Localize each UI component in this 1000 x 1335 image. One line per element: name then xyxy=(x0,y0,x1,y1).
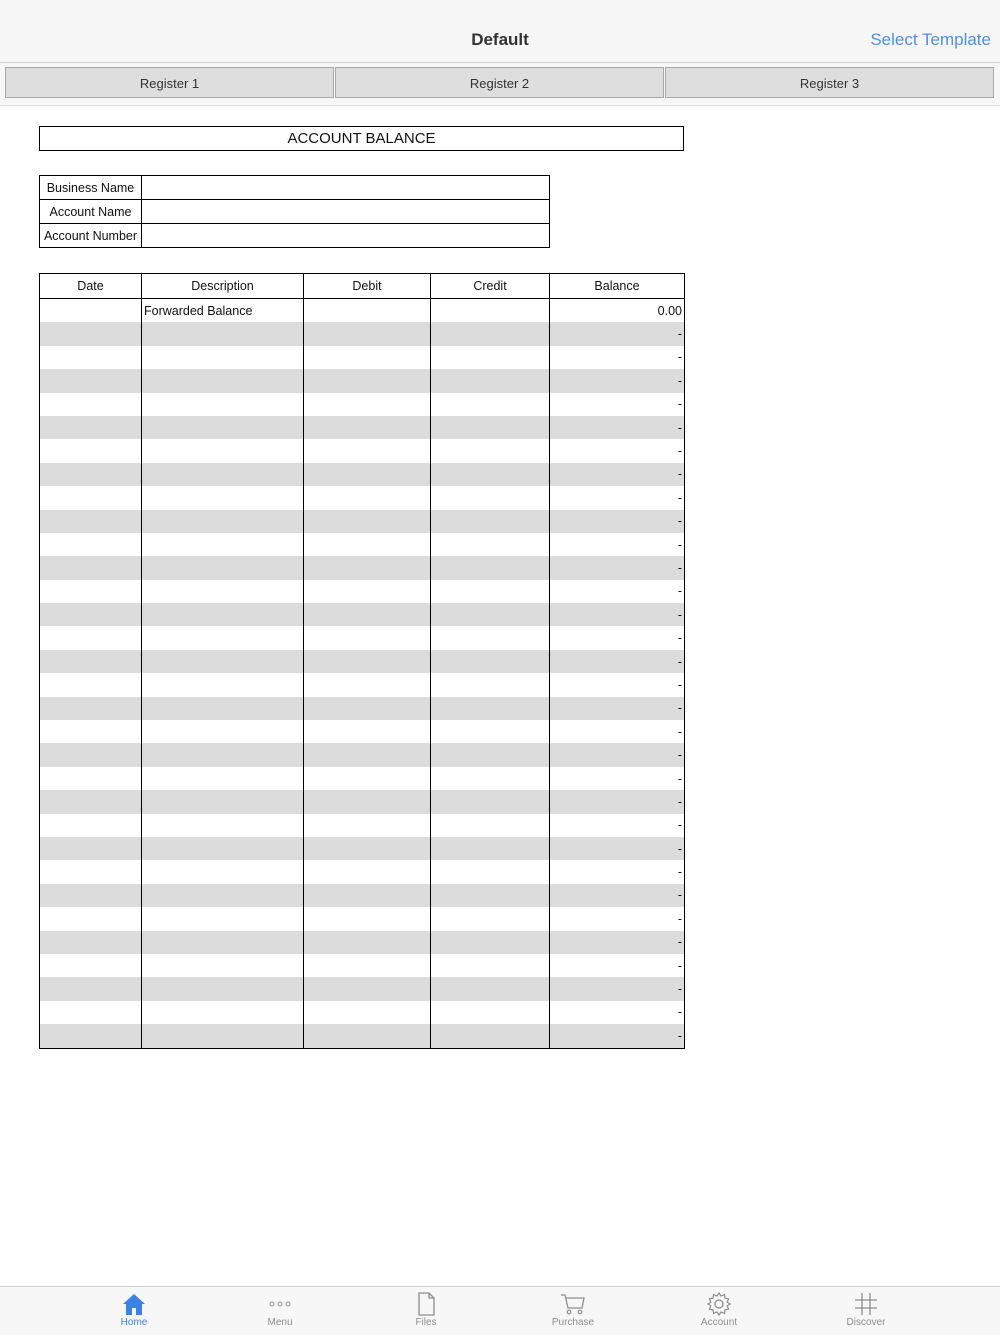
balance-cell: - xyxy=(550,860,685,883)
table-row xyxy=(40,603,685,626)
balance-cell: - xyxy=(550,720,685,743)
description-cell[interactable] xyxy=(142,346,304,369)
credit-cell[interactable] xyxy=(431,580,550,603)
debit-cell[interactable] xyxy=(304,884,431,907)
description-cell[interactable] xyxy=(142,954,304,977)
ledger-body xyxy=(40,299,685,1049)
page-title: Default xyxy=(471,30,529,49)
date-cell[interactable] xyxy=(40,814,142,837)
description-cell[interactable] xyxy=(142,814,304,837)
description-cell[interactable] xyxy=(142,580,304,603)
date-cell[interactable] xyxy=(40,416,142,439)
description-cell[interactable] xyxy=(142,463,304,486)
credit-cell[interactable] xyxy=(431,299,550,323)
grid-icon xyxy=(806,1287,926,1317)
description-cell[interactable] xyxy=(142,510,304,533)
table-row xyxy=(40,322,685,345)
column-header-description: Description xyxy=(142,274,304,299)
credit-cell[interactable] xyxy=(431,1024,550,1048)
table-row xyxy=(40,767,685,790)
balance-cell: - xyxy=(550,954,685,977)
debit-cell[interactable] xyxy=(304,673,431,696)
business-name-field[interactable] xyxy=(142,176,550,200)
table-row xyxy=(40,626,685,649)
description-cell[interactable] xyxy=(142,393,304,416)
credit-cell[interactable] xyxy=(431,1001,550,1024)
description-cell[interactable] xyxy=(142,533,304,556)
table-row xyxy=(40,954,685,977)
description-cell[interactable] xyxy=(142,416,304,439)
date-cell[interactable] xyxy=(40,299,142,323)
description-cell[interactable] xyxy=(142,1024,304,1048)
date-cell[interactable] xyxy=(40,767,142,790)
date-cell[interactable] xyxy=(40,837,142,860)
description-cell[interactable] xyxy=(142,884,304,907)
table-row xyxy=(40,907,685,930)
sheet-title: ACCOUNT BALANCE xyxy=(39,126,684,151)
table-row xyxy=(40,697,685,720)
ledger-header-row xyxy=(40,274,685,299)
date-cell[interactable] xyxy=(40,720,142,743)
credit-cell[interactable] xyxy=(431,837,550,860)
table-row xyxy=(40,720,685,743)
business-name-label: Business Name xyxy=(40,176,142,200)
gear-icon xyxy=(659,1287,779,1317)
date-cell[interactable] xyxy=(40,931,142,954)
table-row xyxy=(40,369,685,392)
tab-purchase-label: Purchase xyxy=(551,1317,595,1328)
credit-cell[interactable] xyxy=(431,697,550,720)
credit-cell[interactable] xyxy=(431,463,550,486)
balance-cell: - xyxy=(550,603,685,626)
date-cell[interactable] xyxy=(40,603,142,626)
debit-cell[interactable] xyxy=(304,299,431,323)
date-cell[interactable] xyxy=(40,486,142,509)
balance-cell: - xyxy=(550,837,685,860)
date-cell[interactable] xyxy=(40,369,142,392)
date-cell[interactable] xyxy=(40,1001,142,1024)
table-row xyxy=(40,743,685,766)
debit-cell[interactable] xyxy=(304,720,431,743)
date-cell[interactable] xyxy=(40,673,142,696)
description-cell[interactable] xyxy=(142,977,304,1000)
more-icon xyxy=(220,1287,340,1317)
table-row xyxy=(40,486,685,509)
debit-cell[interactable] xyxy=(304,1001,431,1024)
credit-cell[interactable] xyxy=(431,790,550,813)
tab-files[interactable] xyxy=(366,1287,486,1335)
description-cell[interactable] xyxy=(142,1001,304,1024)
debit-cell[interactable] xyxy=(304,369,431,392)
table-row xyxy=(40,1001,685,1024)
balance-cell: - xyxy=(550,767,685,790)
credit-cell[interactable] xyxy=(431,393,550,416)
balance-cell: - xyxy=(550,533,685,556)
balance-cell: - xyxy=(550,1024,685,1048)
credit-cell[interactable] xyxy=(431,767,550,790)
balance-cell: - xyxy=(550,393,685,416)
date-cell[interactable] xyxy=(40,533,142,556)
balance-cell: - xyxy=(550,626,685,649)
description-cell[interactable] xyxy=(142,697,304,720)
tab-discover[interactable] xyxy=(806,1287,926,1335)
debit-cell[interactable] xyxy=(304,463,431,486)
description-cell[interactable] xyxy=(142,626,304,649)
date-cell[interactable] xyxy=(40,346,142,369)
credit-cell[interactable] xyxy=(431,346,550,369)
date-cell[interactable] xyxy=(40,463,142,486)
table-row xyxy=(40,790,685,813)
account-number-row xyxy=(40,224,550,248)
tab-menu-label: Menu xyxy=(267,1317,293,1328)
debit-cell[interactable] xyxy=(304,931,431,954)
balance-cell: - xyxy=(550,369,685,392)
balance-cell: - xyxy=(550,346,685,369)
tab-discover-label: Discover xyxy=(846,1317,886,1328)
description-cell[interactable] xyxy=(142,650,304,673)
description-cell[interactable] xyxy=(142,486,304,509)
credit-cell[interactable] xyxy=(431,907,550,930)
balance-cell: 0.00 xyxy=(550,299,685,323)
credit-cell[interactable] xyxy=(431,720,550,743)
date-cell[interactable] xyxy=(40,510,142,533)
balance-cell: - xyxy=(550,907,685,930)
balance-cell: - xyxy=(550,556,685,579)
account-name-field[interactable] xyxy=(142,200,550,224)
table-row xyxy=(40,837,685,860)
debit-cell[interactable] xyxy=(304,837,431,860)
table-row xyxy=(40,931,685,954)
debit-cell[interactable] xyxy=(304,439,431,462)
description-cell[interactable] xyxy=(142,369,304,392)
debit-cell[interactable] xyxy=(304,510,431,533)
debit-cell[interactable] xyxy=(304,743,431,766)
date-cell[interactable] xyxy=(40,322,142,345)
date-cell[interactable] xyxy=(40,697,142,720)
debit-cell[interactable] xyxy=(304,650,431,673)
date-cell[interactable] xyxy=(40,954,142,977)
tab-menu[interactable] xyxy=(220,1287,340,1335)
date-cell[interactable] xyxy=(40,626,142,649)
table-row xyxy=(40,977,685,1000)
debit-cell[interactable] xyxy=(304,416,431,439)
credit-cell[interactable] xyxy=(431,977,550,1000)
debit-cell[interactable] xyxy=(304,580,431,603)
credit-cell[interactable] xyxy=(431,556,550,579)
description-cell[interactable] xyxy=(142,907,304,930)
table-row xyxy=(40,510,685,533)
credit-cell[interactable] xyxy=(431,814,550,837)
date-cell[interactable] xyxy=(40,556,142,579)
balance-cell: - xyxy=(550,650,685,673)
table-row xyxy=(40,814,685,837)
ledger-table xyxy=(39,273,685,1049)
column-header-date: Date xyxy=(40,274,142,299)
description-cell[interactable] xyxy=(142,322,304,345)
debit-cell[interactable] xyxy=(304,322,431,345)
balance-cell: - xyxy=(550,439,685,462)
tab-files-label: Files xyxy=(415,1317,437,1328)
date-cell[interactable] xyxy=(40,439,142,462)
balance-cell: - xyxy=(550,580,685,603)
date-cell[interactable] xyxy=(40,884,142,907)
balance-cell: - xyxy=(550,463,685,486)
description-cell[interactable] xyxy=(142,767,304,790)
debit-cell[interactable] xyxy=(304,697,431,720)
tab-register-2[interactable]: Register 2 xyxy=(335,67,664,98)
table-row xyxy=(40,463,685,486)
tab-home[interactable] xyxy=(74,1287,194,1335)
register-tabs xyxy=(0,63,1000,106)
debit-cell[interactable] xyxy=(304,814,431,837)
balance-cell: - xyxy=(550,697,685,720)
description-cell[interactable] xyxy=(142,556,304,579)
tab-account[interactable] xyxy=(659,1287,779,1335)
credit-cell[interactable] xyxy=(431,439,550,462)
column-header-debit: Debit xyxy=(304,274,431,299)
table-row xyxy=(40,533,685,556)
credit-cell[interactable] xyxy=(431,486,550,509)
credit-cell[interactable] xyxy=(431,603,550,626)
account-number-field[interactable] xyxy=(142,224,550,248)
table-row xyxy=(40,393,685,416)
debit-cell[interactable] xyxy=(304,626,431,649)
balance-cell: - xyxy=(550,931,685,954)
description-cell[interactable] xyxy=(142,743,304,766)
date-cell[interactable] xyxy=(40,907,142,930)
balance-cell: - xyxy=(550,884,685,907)
navigation-bar xyxy=(0,0,1000,63)
debit-cell[interactable] xyxy=(304,393,431,416)
credit-cell[interactable] xyxy=(431,510,550,533)
description-cell[interactable] xyxy=(142,439,304,462)
debit-cell[interactable] xyxy=(304,907,431,930)
balance-cell: - xyxy=(550,814,685,837)
table-row xyxy=(40,650,685,673)
balance-cell: - xyxy=(550,977,685,1000)
date-cell[interactable] xyxy=(40,860,142,883)
debit-cell[interactable] xyxy=(304,954,431,977)
column-header-balance: Balance xyxy=(550,274,685,299)
table-row xyxy=(40,556,685,579)
table-row xyxy=(40,416,685,439)
description-cell[interactable]: Forwarded Balance xyxy=(142,299,304,323)
description-cell[interactable] xyxy=(142,931,304,954)
credit-cell[interactable] xyxy=(431,860,550,883)
credit-cell[interactable] xyxy=(431,931,550,954)
credit-cell[interactable] xyxy=(431,322,550,345)
table-row xyxy=(40,1024,685,1048)
date-cell[interactable] xyxy=(40,977,142,1000)
account-number-label: Account Number xyxy=(40,224,142,248)
table-row xyxy=(40,439,685,462)
debit-cell[interactable] xyxy=(304,556,431,579)
description-cell[interactable] xyxy=(142,673,304,696)
balance-cell: - xyxy=(550,743,685,766)
description-cell[interactable] xyxy=(142,860,304,883)
balance-cell: - xyxy=(550,486,685,509)
description-cell[interactable] xyxy=(142,603,304,626)
table-row xyxy=(40,673,685,696)
table-row xyxy=(40,860,685,883)
description-cell[interactable] xyxy=(142,837,304,860)
balance-cell: - xyxy=(550,673,685,696)
description-cell[interactable] xyxy=(142,720,304,743)
date-cell[interactable] xyxy=(40,790,142,813)
credit-cell[interactable] xyxy=(431,650,550,673)
credit-cell[interactable] xyxy=(431,954,550,977)
date-cell[interactable] xyxy=(40,580,142,603)
tab-account-label: Account xyxy=(700,1317,738,1328)
business-name-row xyxy=(40,176,550,200)
select-template-button[interactable]: Select Template xyxy=(870,30,991,49)
date-cell[interactable] xyxy=(40,743,142,766)
tab-home-label: Home xyxy=(120,1317,148,1328)
cart-icon xyxy=(513,1287,633,1317)
tab-bar xyxy=(0,1286,1000,1335)
credit-cell[interactable] xyxy=(431,743,550,766)
balance-cell: - xyxy=(550,1001,685,1024)
debit-cell[interactable] xyxy=(304,603,431,626)
account-name-label: Account Name xyxy=(40,200,142,224)
account-name-row xyxy=(40,200,550,224)
account-info-table xyxy=(39,175,550,248)
credit-cell[interactable] xyxy=(431,416,550,439)
date-cell[interactable] xyxy=(40,1024,142,1048)
home-icon xyxy=(74,1287,194,1317)
debit-cell[interactable] xyxy=(304,977,431,1000)
date-cell[interactable] xyxy=(40,650,142,673)
table-row xyxy=(40,346,685,369)
debit-cell[interactable] xyxy=(304,486,431,509)
credit-cell[interactable] xyxy=(431,626,550,649)
debit-cell[interactable] xyxy=(304,346,431,369)
debit-cell[interactable] xyxy=(304,1024,431,1048)
date-cell[interactable] xyxy=(40,393,142,416)
table-row xyxy=(40,884,685,907)
table-row xyxy=(40,580,685,603)
debit-cell[interactable] xyxy=(304,767,431,790)
tab-purchase[interactable] xyxy=(513,1287,633,1335)
balance-cell: - xyxy=(550,322,685,345)
credit-cell[interactable] xyxy=(431,533,550,556)
tab-register-3[interactable]: Register 3 xyxy=(665,67,994,98)
description-cell[interactable] xyxy=(142,790,304,813)
credit-cell[interactable] xyxy=(431,673,550,696)
table-row xyxy=(40,299,685,323)
balance-cell: - xyxy=(550,790,685,813)
credit-cell[interactable] xyxy=(431,369,550,392)
debit-cell[interactable] xyxy=(304,790,431,813)
debit-cell[interactable] xyxy=(304,860,431,883)
credit-cell[interactable] xyxy=(431,884,550,907)
balance-cell: - xyxy=(550,416,685,439)
debit-cell[interactable] xyxy=(304,533,431,556)
balance-cell: - xyxy=(550,510,685,533)
tab-register-1[interactable]: Register 1 xyxy=(5,67,334,98)
column-header-credit: Credit xyxy=(431,274,550,299)
file-icon xyxy=(366,1287,486,1317)
